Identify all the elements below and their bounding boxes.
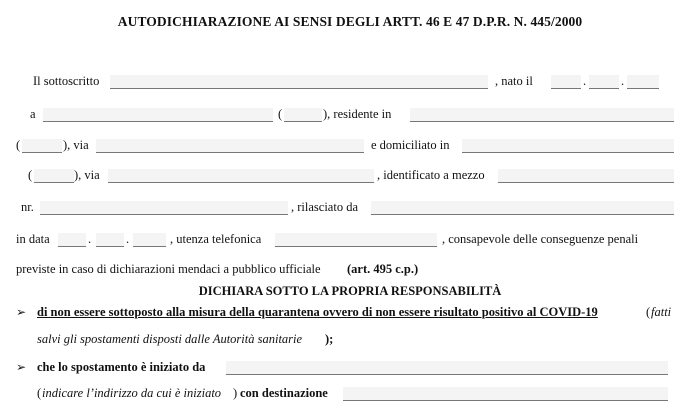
row-sottoscritto — [0, 72, 700, 90]
issue-day-field[interactable] — [58, 233, 86, 247]
label-domiciliato: e domiciliato in — [371, 138, 450, 152]
birth-month-field[interactable] — [589, 75, 619, 89]
label-utenza: , utenza telefonica — [170, 232, 262, 246]
label-indicare-indirizzo: indicare l’indirizzo da cui è iniziato — [42, 386, 222, 400]
label-prov-open: ( — [16, 138, 21, 152]
label-prov-open: ( — [28, 168, 33, 182]
issued-by-field[interactable] — [371, 201, 674, 215]
birth-province-field[interactable] — [284, 108, 322, 122]
row-via-domicilio — [0, 166, 700, 184]
label-consapevole: , consapevole delle conseguenze penali — [442, 232, 639, 246]
destination-field[interactable] — [343, 387, 668, 401]
bullet-quarantena-note-cont: salvi gli spostamenti disposti dalle Autorità sanitarie — [37, 332, 303, 346]
paren-close: ) — [233, 386, 238, 400]
bullet-quarantena-text: di non essere sottoposto alla misura della quarantena ovvero di non essere risultato positivo al COVID-19 — [37, 305, 598, 319]
document-title: AUTODICHIARAZIONE AI SENSI DEGLI ARTT. 46 E 47 D.P.R. N. 445/2000 — [117, 14, 583, 29]
label-destinazione: con destinazione — [240, 386, 328, 400]
departure-address-field[interactable] — [226, 361, 668, 375]
date-sep: . — [583, 74, 587, 88]
bullet-quarantena — [0, 303, 700, 321]
label-nato-il: , nato il — [495, 74, 533, 88]
date-sep: . — [126, 232, 130, 246]
birth-place-field[interactable] — [43, 108, 273, 122]
label-sottoscritto: Il sottoscritto — [33, 74, 100, 88]
domicile-field[interactable] — [462, 139, 674, 153]
row-destinazione — [0, 384, 700, 402]
domicile-province-field[interactable] — [34, 169, 74, 183]
label-rilasciato: , rilasciato da — [291, 200, 358, 214]
bullet-spostamento-text: che lo spostamento è iniziato da — [37, 360, 206, 374]
residence-province-field[interactable] — [22, 139, 62, 153]
id-document-field[interactable] — [498, 169, 674, 183]
residence-street-field[interactable] — [96, 139, 364, 153]
label-prov-open: ( — [278, 107, 283, 121]
label-a: a — [30, 107, 36, 121]
paren-close: ); — [325, 332, 334, 346]
document-number-field[interactable] — [40, 201, 288, 215]
bullet-quarantena-note: fatti — [651, 305, 672, 319]
phone-field[interactable] — [275, 233, 437, 247]
label-via: ), via — [74, 168, 100, 182]
label-residente: ), residente in — [323, 107, 392, 121]
residence-field[interactable] — [410, 108, 674, 122]
section-heading: DICHIARA SOTTO LA PROPRIA RESPONSABILITÀ — [198, 284, 502, 298]
issue-year-field[interactable] — [133, 233, 166, 247]
birth-day-field[interactable] — [551, 75, 581, 89]
row-documento — [0, 198, 700, 216]
date-sep: . — [621, 74, 625, 88]
arrow-bullet-icon: ➢ — [16, 360, 27, 374]
row-via-residenza — [0, 136, 700, 154]
domicile-street-field[interactable] — [108, 169, 374, 183]
paren-open: ( — [646, 305, 651, 319]
paren-open: ( — [37, 386, 42, 400]
label-in-data: in data — [16, 232, 50, 246]
row-data-telefono — [0, 230, 700, 248]
label-art-495: (art. 495 c.p.) — [347, 262, 419, 276]
date-sep: . — [88, 232, 92, 246]
birth-year-field[interactable] — [627, 75, 659, 89]
issue-month-field[interactable] — [96, 233, 124, 247]
label-previste: previste in caso di dichiarazioni mendaci a pubblico ufficiale — [16, 262, 321, 276]
bullet-quarantena-cont — [0, 330, 700, 348]
label-identificato: , identificato a mezzo — [377, 168, 485, 182]
arrow-bullet-icon: ➢ — [16, 305, 27, 319]
label-via: ), via — [63, 138, 89, 152]
name-field[interactable] — [110, 75, 488, 89]
bullet-spostamento — [0, 358, 700, 376]
row-previste — [0, 260, 700, 278]
label-nr: nr. — [21, 200, 34, 214]
row-luogo-nascita — [0, 105, 700, 123]
